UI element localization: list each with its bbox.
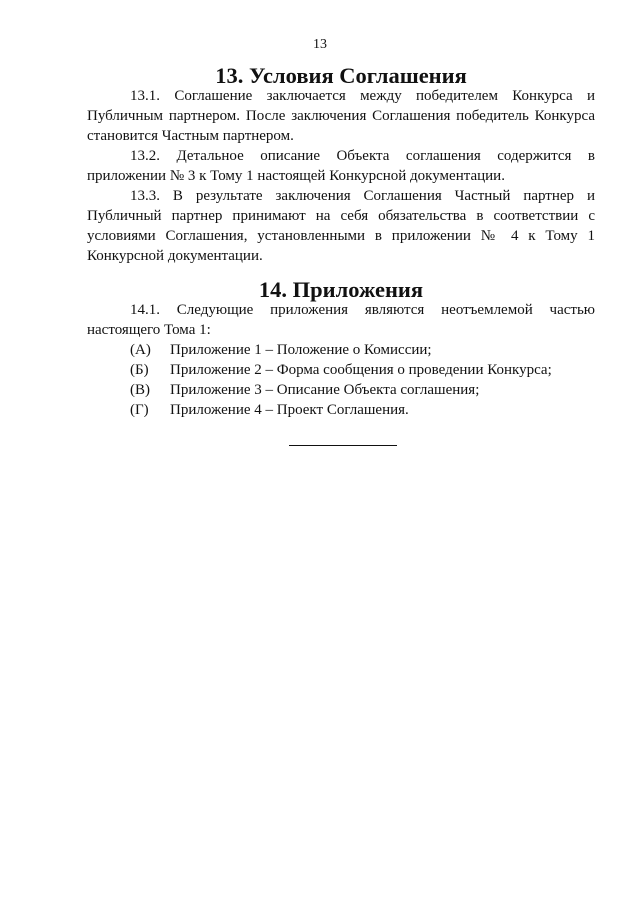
page-number: 13 [313,37,327,52]
document-body [87,63,595,420]
paragraph-13-1: 13.1. Соглашение заключается между победителем Конкурса и Публичным партнером. После заключения Соглашения победитель Конкурса становится Частным партнером. [87,88,595,144]
list-item-text: Приложение 1 – Положение о Комиссии; [170,342,432,358]
list-item [87,360,595,380]
end-of-text-rule [289,445,397,446]
list-item-marker: (А) [130,342,151,358]
list-item-marker: (В) [130,382,150,398]
paragraph-14-1: 14.1. Следующие приложения являются неотъемлемой частью настоящего Тома 1: [87,302,595,338]
list-item-text: Приложение 4 – Проект Соглашения. [170,402,409,418]
paragraph-13-2: 13.2. Детальное описание Объекта соглашения содержится в приложении № 3 к Тому 1 настоящей Конкурсной документации. [87,148,595,184]
paragraph-13-3: 13.3. В результате заключения Соглашения Частный партнер и Публичный партнер принимают на себя обязательства в соответствии с условиями Соглашения, установленными в приложении № 4 к Тому 1 Конкурсной документации. [87,188,595,264]
list-item-marker: (Г) [130,402,149,418]
list-item [87,380,595,400]
appendix-list [87,340,595,420]
section-13-title: 13. Условия Соглашения [215,63,467,88]
list-item [87,400,595,420]
list-item-text: Приложение 3 – Описание Объекта соглашения; [170,382,480,398]
section-14-title: 14. Приложения [258,277,424,302]
list-item [87,340,595,360]
list-item-marker: (Б) [130,362,149,378]
list-item-text: Приложение 2 – Форма сообщения о проведении Конкурса; [170,362,552,378]
